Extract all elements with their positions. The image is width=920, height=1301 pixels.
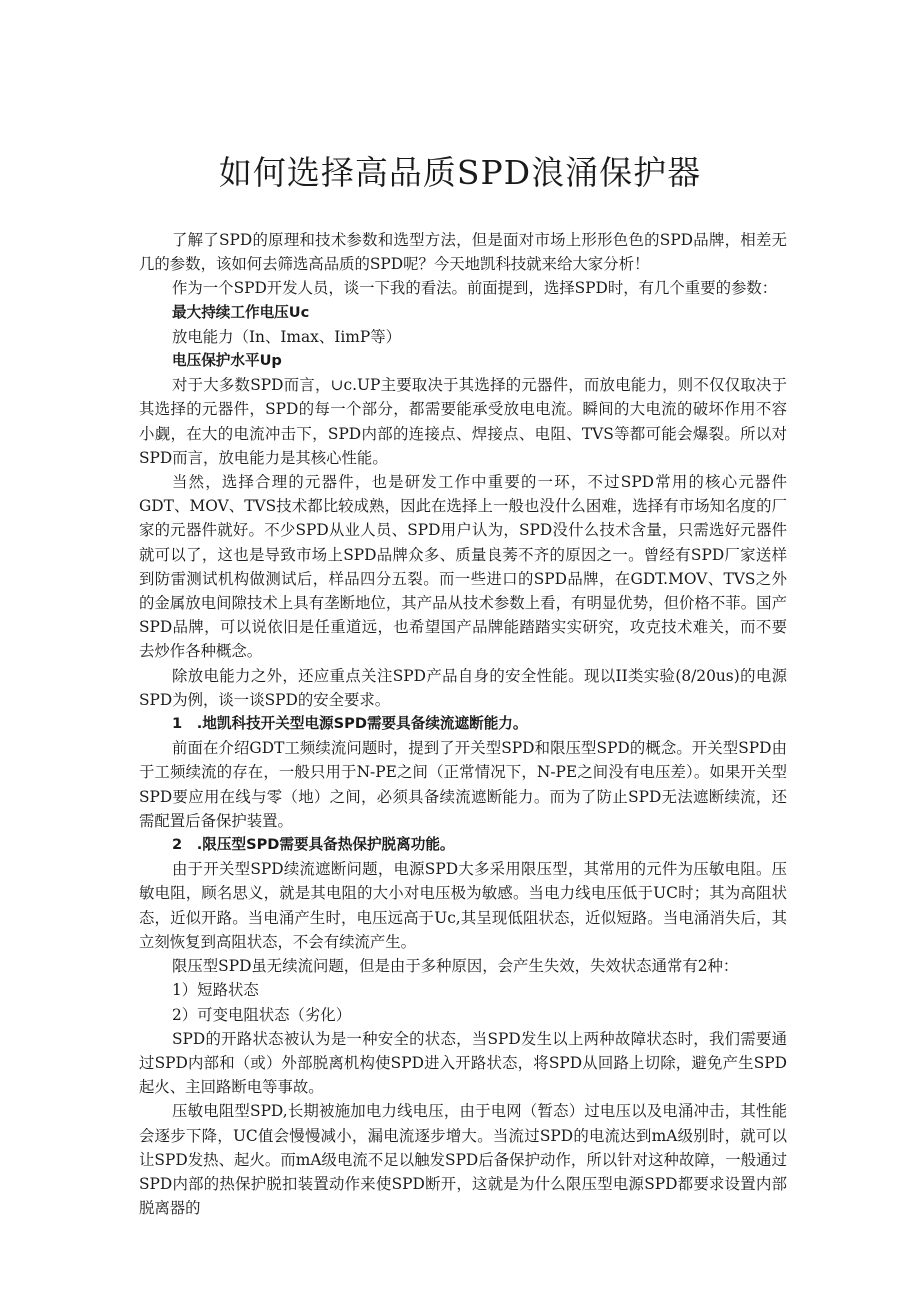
paragraph-safety-intro: 除放电能力之外，还应重点关注SPD产品自身的安全性能。现以II类实验(8/20us)的电源SPD为例，谈一谈SPD的安全要求。 [139, 666, 787, 709]
param-discharge-capacity: 放电能力（In、Imax、IimP等） [172, 327, 401, 346]
param-max-voltage: 最大持续工作电压Uc [172, 303, 310, 321]
list-item-variable-resistance: 2）可变电阻状态（劣化） [172, 1005, 352, 1024]
paragraph-open-circuit: SPD的开路状态被认为是一种安全的状态，当SPD发生以上两种故障状态时，我们需要通过SPD内部和（或）外部脱离机构使SPD进入开路状态，将SPD从回路上切除，避免产生SPD起火、主回路断电等事故。 [139, 1029, 787, 1097]
document-title: 如何选择高品质SPD浪涌保护器 [218, 153, 702, 193]
section-heading-2: 2 .限压型SPD需要具备热保护脱离功能。 [172, 836, 455, 854]
paragraph-components: 当然，选择合理的元器件，也是研发工作中重要的一环，不过SPD常用的核心元器件GDT、MOV、TVS技术都比较成熟，因此在选择上一般也没什么困难，选择有市场知名度的厂家的元器件就好。不少SPD从业人员、SPD用户认为，SPD没什么技术含量，只需选好元器件就可以了，这也是导致市场上SPD品牌众多、质量良莠不齐的原因之一。曾经有SPD厂家送样到防雷测试机构做测试后，样品四分五裂。而一些进口的SPD品牌，在GDT.MOV、TVS之外的金属放电间隙技术上具有垄断地位，其产品从技术参数上看，有明显优势，但价格不菲。国产SPD品牌，可以说依旧是任重道远，也希望国产品牌能踏踏实实研究，攻克技术难关，而不要去炒作各种概念。 [139, 473, 787, 661]
paragraph-developer-view: 作为一个SPD开发人员，谈一下我的看法。前面提到，选择SPD时，有几个重要的参数： [172, 279, 778, 298]
paragraph-discharge-core: 对于大多数SPD而言，∪c.UP主要取决于其选择的元器件，而放电能力，则不仅仅取决于其选择的元器件，SPD的每一个部分，都需要能承受放电电流。瞬间的大电流的破坏作用不容小觑，在大的电流冲击下，SPD内部的连接点、焊接点、电阻、TVS等都可能会爆裂。所以对SPD而言，放电能力是其核心性能。 [139, 376, 787, 467]
paragraph-failure-modes: 限压型SPD虽无续流问题，但是由于多种原因，会产生失效，失效状态通常有2种： [172, 957, 739, 976]
param-voltage-protection-level: 电压保护水平Up [172, 352, 282, 370]
document-body [139, 228, 787, 1220]
section-heading-1: 1 .地凯科技开关型电源SPD需要具备续流遮断能力。 [172, 715, 528, 733]
list-item-short-circuit: 1）短路状态 [172, 981, 259, 1000]
paragraph-switching-spd: 前面在介绍GDT工频续流问题时，提到了开关型SPD和限压型SPD的概念。开关型SPD由于工频续流的存在，一般只用于N-PE之间（正常情况下，N-PE之间没有电压差）。如果开关型SPD要应用在线与零（地）之间，必须具备续流遮断能力。而为了防止SPD无法遮断续流，还需配置后备保护装置。 [139, 739, 787, 830]
paragraph-varistor-degradation: 压敏电阻型SPD,长期被施加电力线电压，由于电网（暂态）过电压以及电涌冲击，其性能会逐步下降，UC值会慢慢减小，漏电流逐步增大。当流过SPD的电流达到mA级别时，就可以让SPD发热、起火。而mA级电流不足以触发SPD后备保护动作，所以针对这种故障，一般通过SPD内部的热保护脱扣装置动作来使SPD断开，这就是为什么限压型电源SPD都要求设置内部脱离器的 [139, 1102, 787, 1218]
paragraph-intro: 了解了SPD的原理和技术参数和选型方法，但是面对市场上形形色色的SPD品牌，相差无几的参数，该如何去筛选高品质的SPD呢？今天地凯科技就来给大家分析！ [139, 231, 787, 274]
paragraph-limiting-spd: 由于开关型SPD续流遮断问题，电源SPD大多采用限压型，其常用的元件为压敏电阻。压敏电阻，顾名思义，就是其电阻的大小对电压极为敏感。当电力线电压低于UC时；其为高阻状态，近似开路。当电涌产生时，电压远高于Uc,其呈现低阻状态，近似短路。当电涌消失后，其立刻恢复到高阻状态，不会有续流产生。 [139, 860, 787, 951]
